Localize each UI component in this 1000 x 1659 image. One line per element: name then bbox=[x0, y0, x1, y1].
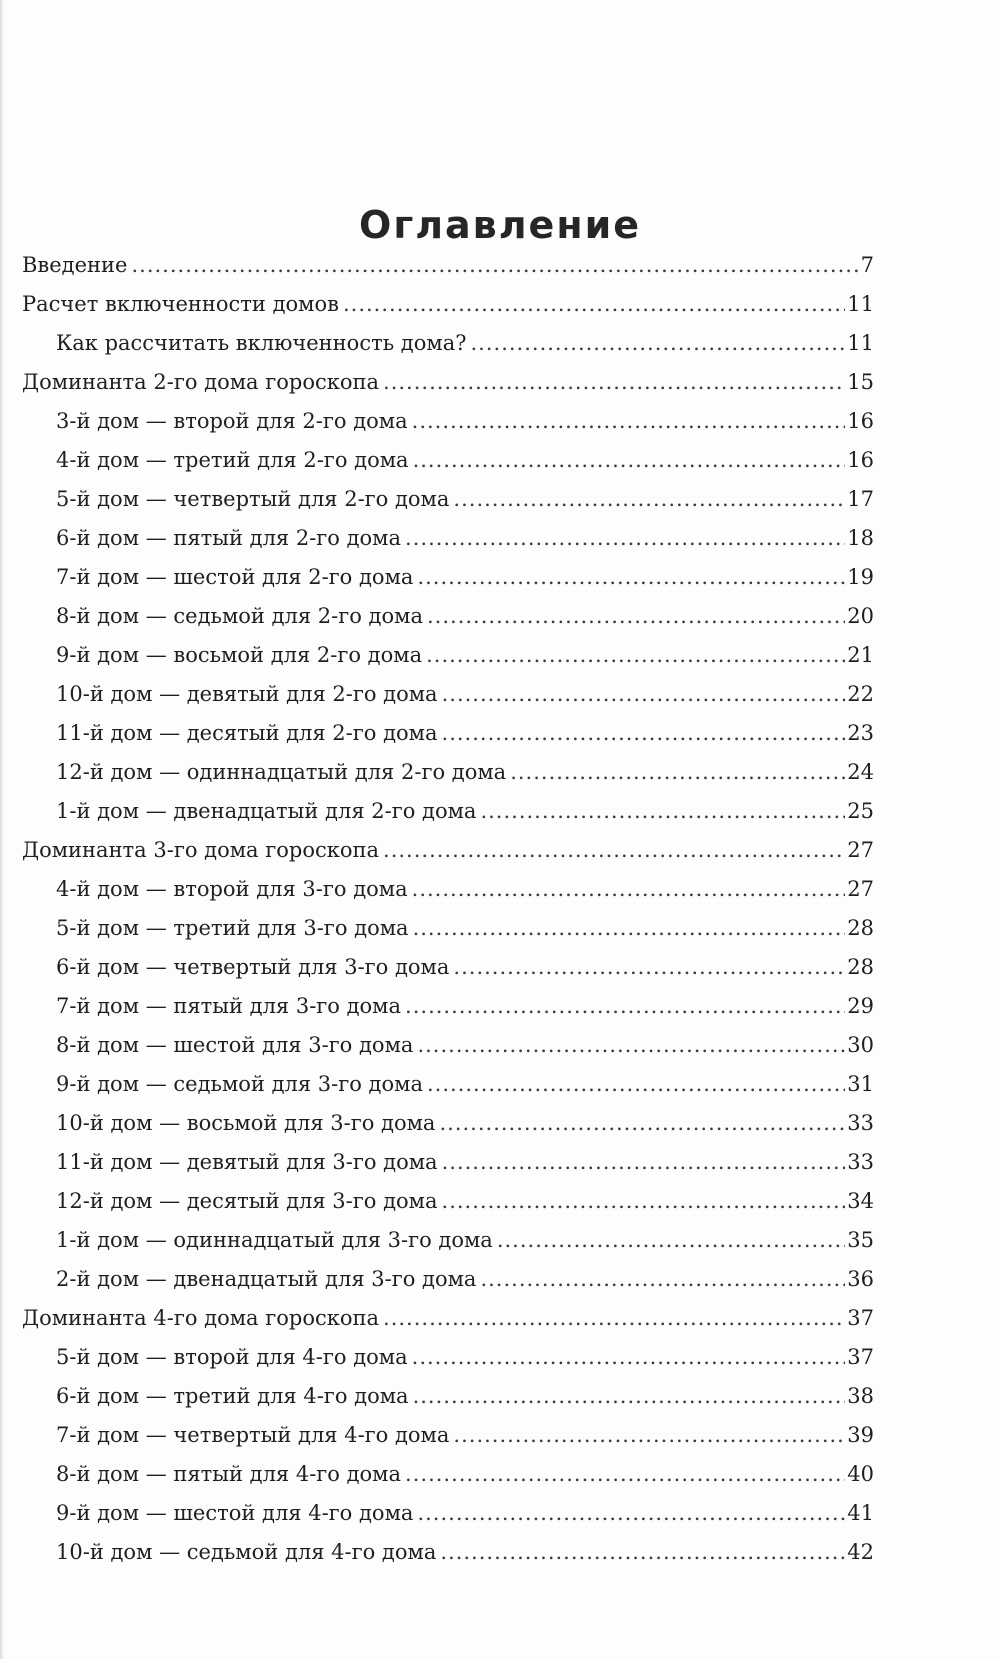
toc-subentry bbox=[22, 1143, 874, 1182]
dot-leader bbox=[412, 1338, 846, 1377]
dot-leader bbox=[453, 1416, 845, 1455]
toc-entry-title: 8-й дом — пятый для 4-го дома bbox=[56, 1462, 402, 1486]
toc-chapter-entry bbox=[22, 1299, 874, 1338]
toc-page-number: 24 bbox=[847, 760, 874, 784]
toc-entry-title: 6-й дом — третий для 4-го дома bbox=[56, 1384, 409, 1408]
toc-subentry bbox=[22, 870, 874, 909]
toc-subentry bbox=[22, 1494, 874, 1533]
toc-subentry bbox=[22, 753, 874, 792]
dot-leader bbox=[417, 1026, 845, 1065]
toc-page-number: 21 bbox=[847, 643, 874, 667]
toc-entry-title: 1-й дом — двенадцатый для 2-го дома bbox=[56, 799, 477, 823]
toc-entry-title: Доминанта 2-го дома гороскопа bbox=[22, 370, 380, 394]
toc-entry-title: Доминанта 3-го дома гороскопа bbox=[22, 838, 380, 862]
toc-entry-title: 10-й дом — восьмой для 3-го дома bbox=[56, 1111, 436, 1135]
dot-leader bbox=[510, 753, 845, 792]
dot-leader bbox=[439, 1104, 845, 1143]
toc-page-number: 22 bbox=[847, 682, 874, 706]
toc-chapter-entry bbox=[22, 831, 874, 870]
toc-page-number: 39 bbox=[847, 1423, 874, 1447]
toc-page-number: 42 bbox=[847, 1540, 874, 1564]
toc-page-number: 16 bbox=[847, 448, 874, 472]
toc-subentry bbox=[22, 909, 874, 948]
dot-leader bbox=[383, 1299, 845, 1338]
toc-entry-title: Расчет включенности домов bbox=[22, 292, 339, 316]
dot-leader bbox=[442, 714, 846, 753]
toc-entry-title: 7-й дом — шестой для 2-го дома bbox=[56, 565, 414, 589]
scan-edge-shadow bbox=[0, 0, 4, 1659]
toc-subentry bbox=[22, 948, 874, 987]
toc-page-number: 30 bbox=[847, 1033, 874, 1057]
toc-page-number: 7 bbox=[860, 253, 874, 277]
toc-subentry bbox=[22, 1260, 874, 1299]
toc-subentry bbox=[22, 987, 874, 1026]
dot-leader bbox=[413, 1377, 846, 1416]
toc-page-number: 28 bbox=[847, 916, 874, 940]
dot-leader bbox=[427, 597, 845, 636]
toc-page-number: 15 bbox=[847, 370, 874, 394]
toc-page-number: 37 bbox=[847, 1306, 874, 1330]
toc-entry-title: 3-й дом — второй для 2-го дома bbox=[56, 409, 408, 433]
toc-page-number: 40 bbox=[847, 1462, 874, 1486]
toc-subentry bbox=[22, 1416, 874, 1455]
dot-leader bbox=[343, 285, 845, 324]
toc-subentry bbox=[22, 558, 874, 597]
dot-leader bbox=[413, 909, 846, 948]
toc-page-number: 11 bbox=[847, 292, 874, 316]
toc-entry-title: 5-й дом — третий для 3-го дома bbox=[56, 916, 409, 940]
toc-subentry bbox=[22, 792, 874, 831]
toc-subentry bbox=[22, 1221, 874, 1260]
toc-entry-title: 4-й дом — второй для 3-го дома bbox=[56, 877, 408, 901]
toc-entry-title: 12-й дом — одиннадцатый для 2-го дома bbox=[56, 760, 507, 784]
toc-subentry bbox=[22, 1182, 874, 1221]
toc-page-number: 11 bbox=[847, 331, 874, 355]
toc-subentry bbox=[22, 480, 874, 519]
toc-entry-title: 10-й дом — девятый для 2-го дома bbox=[56, 682, 438, 706]
toc-entry-title: 1-й дом — одиннадцатый для 3-го дома bbox=[56, 1228, 493, 1252]
toc-chapter-entry bbox=[22, 363, 874, 402]
dot-leader bbox=[426, 636, 845, 675]
toc-chapter-entry bbox=[22, 246, 874, 285]
toc-subentry bbox=[22, 519, 874, 558]
toc-entry-title: 5-й дом — второй для 4-го дома bbox=[56, 1345, 408, 1369]
toc-page-number: 18 bbox=[847, 526, 874, 550]
dot-leader bbox=[417, 558, 845, 597]
dot-leader bbox=[453, 480, 845, 519]
toc-subentry bbox=[22, 636, 874, 675]
toc-page-number: 19 bbox=[847, 565, 874, 589]
toc-entry-title: 11-й дом — десятый для 2-го дома bbox=[56, 721, 438, 745]
toc-entry-title: 7-й дом — четвертый для 4-го дома bbox=[56, 1423, 450, 1447]
dot-leader bbox=[442, 675, 846, 714]
toc-entry-title: 8-й дом — шестой для 3-го дома bbox=[56, 1033, 414, 1057]
dot-leader bbox=[440, 1533, 845, 1572]
toc-entry-title: 9-й дом — восьмой для 2-го дома bbox=[56, 643, 423, 667]
toc-subentry bbox=[22, 1533, 874, 1572]
toc-subentry bbox=[22, 1065, 874, 1104]
dot-leader bbox=[383, 831, 845, 870]
toc-page-number: 33 bbox=[847, 1150, 874, 1174]
dot-leader bbox=[480, 792, 845, 831]
table-of-contents bbox=[22, 246, 874, 1572]
toc-page-number: 16 bbox=[847, 409, 874, 433]
dot-leader bbox=[131, 246, 858, 285]
toc-subentry bbox=[22, 1338, 874, 1377]
dot-leader bbox=[442, 1182, 846, 1221]
toc-entry-title: 11-й дом — девятый для 3-го дома bbox=[56, 1150, 438, 1174]
toc-chapter-entry bbox=[22, 285, 874, 324]
toc-page-number: 23 bbox=[847, 721, 874, 745]
dot-leader bbox=[442, 1143, 846, 1182]
dot-leader bbox=[412, 402, 846, 441]
toc-subentry bbox=[22, 714, 874, 753]
toc-entry-title: 2-й дом — двенадцатый для 3-го дома bbox=[56, 1267, 477, 1291]
toc-subentry bbox=[22, 402, 874, 441]
toc-page-number: 41 bbox=[847, 1501, 874, 1525]
toc-entry-title: 4-й дом — третий для 2-го дома bbox=[56, 448, 409, 472]
toc-entry-title: 9-й дом — шестой для 4-го дома bbox=[56, 1501, 414, 1525]
toc-entry-title: 7-й дом — пятый для 3-го дома bbox=[56, 994, 402, 1018]
toc-subentry bbox=[22, 1026, 874, 1065]
dot-leader bbox=[383, 363, 845, 402]
toc-page-number: 35 bbox=[847, 1228, 874, 1252]
toc-entry-title: 6-й дом — четвертый для 3-го дома bbox=[56, 955, 450, 979]
toc-page-number: 38 bbox=[847, 1384, 874, 1408]
toc-page-number: 25 bbox=[847, 799, 874, 823]
toc-subentry bbox=[22, 1104, 874, 1143]
toc-subentry bbox=[22, 675, 874, 714]
toc-entry-title: 8-й дом — седьмой для 2-го дома bbox=[56, 604, 423, 628]
toc-entry-title: 6-й дом — пятый для 2-го дома bbox=[56, 526, 402, 550]
toc-page-number: 17 bbox=[847, 487, 874, 511]
dot-leader bbox=[453, 948, 845, 987]
toc-entry-title: Как рассчитать включенность дома? bbox=[56, 331, 467, 355]
dot-leader bbox=[427, 1065, 845, 1104]
toc-subentry bbox=[22, 324, 874, 363]
toc-entry-title: 12-й дом — десятый для 3-го дома bbox=[56, 1189, 438, 1213]
toc-entry-title: 9-й дом — седьмой для 3-го дома bbox=[56, 1072, 423, 1096]
toc-entry-title: Доминанта 4-го дома гороскопа bbox=[22, 1306, 380, 1330]
toc-entry-title: 5-й дом — четвертый для 2-го дома bbox=[56, 487, 450, 511]
dot-leader bbox=[405, 987, 845, 1026]
dot-leader bbox=[497, 1221, 845, 1260]
toc-page-number: 20 bbox=[847, 604, 874, 628]
dot-leader bbox=[413, 441, 846, 480]
toc-entry-title: 10-й дом — седьмой для 4-го дома bbox=[56, 1540, 437, 1564]
dot-leader bbox=[471, 324, 846, 363]
dot-leader bbox=[480, 1260, 845, 1299]
toc-page-number: 29 bbox=[847, 994, 874, 1018]
toc-page-number: 33 bbox=[847, 1111, 874, 1135]
page-title: Оглавление bbox=[359, 203, 641, 248]
toc-entry-title: Введение bbox=[22, 253, 128, 277]
dot-leader bbox=[405, 519, 845, 558]
toc-page-number: 36 bbox=[847, 1267, 874, 1291]
toc-page-number: 34 bbox=[847, 1189, 874, 1213]
dot-leader bbox=[405, 1455, 845, 1494]
toc-page-number: 27 bbox=[847, 838, 874, 862]
toc-subentry bbox=[22, 441, 874, 480]
toc-page-number: 37 bbox=[847, 1345, 874, 1369]
toc-page-number: 28 bbox=[847, 955, 874, 979]
toc-page-number: 31 bbox=[847, 1072, 874, 1096]
toc-subentry bbox=[22, 597, 874, 636]
toc-subentry bbox=[22, 1377, 874, 1416]
dot-leader bbox=[412, 870, 846, 909]
dot-leader bbox=[417, 1494, 845, 1533]
toc-page-number: 27 bbox=[847, 877, 874, 901]
toc-subentry bbox=[22, 1455, 874, 1494]
